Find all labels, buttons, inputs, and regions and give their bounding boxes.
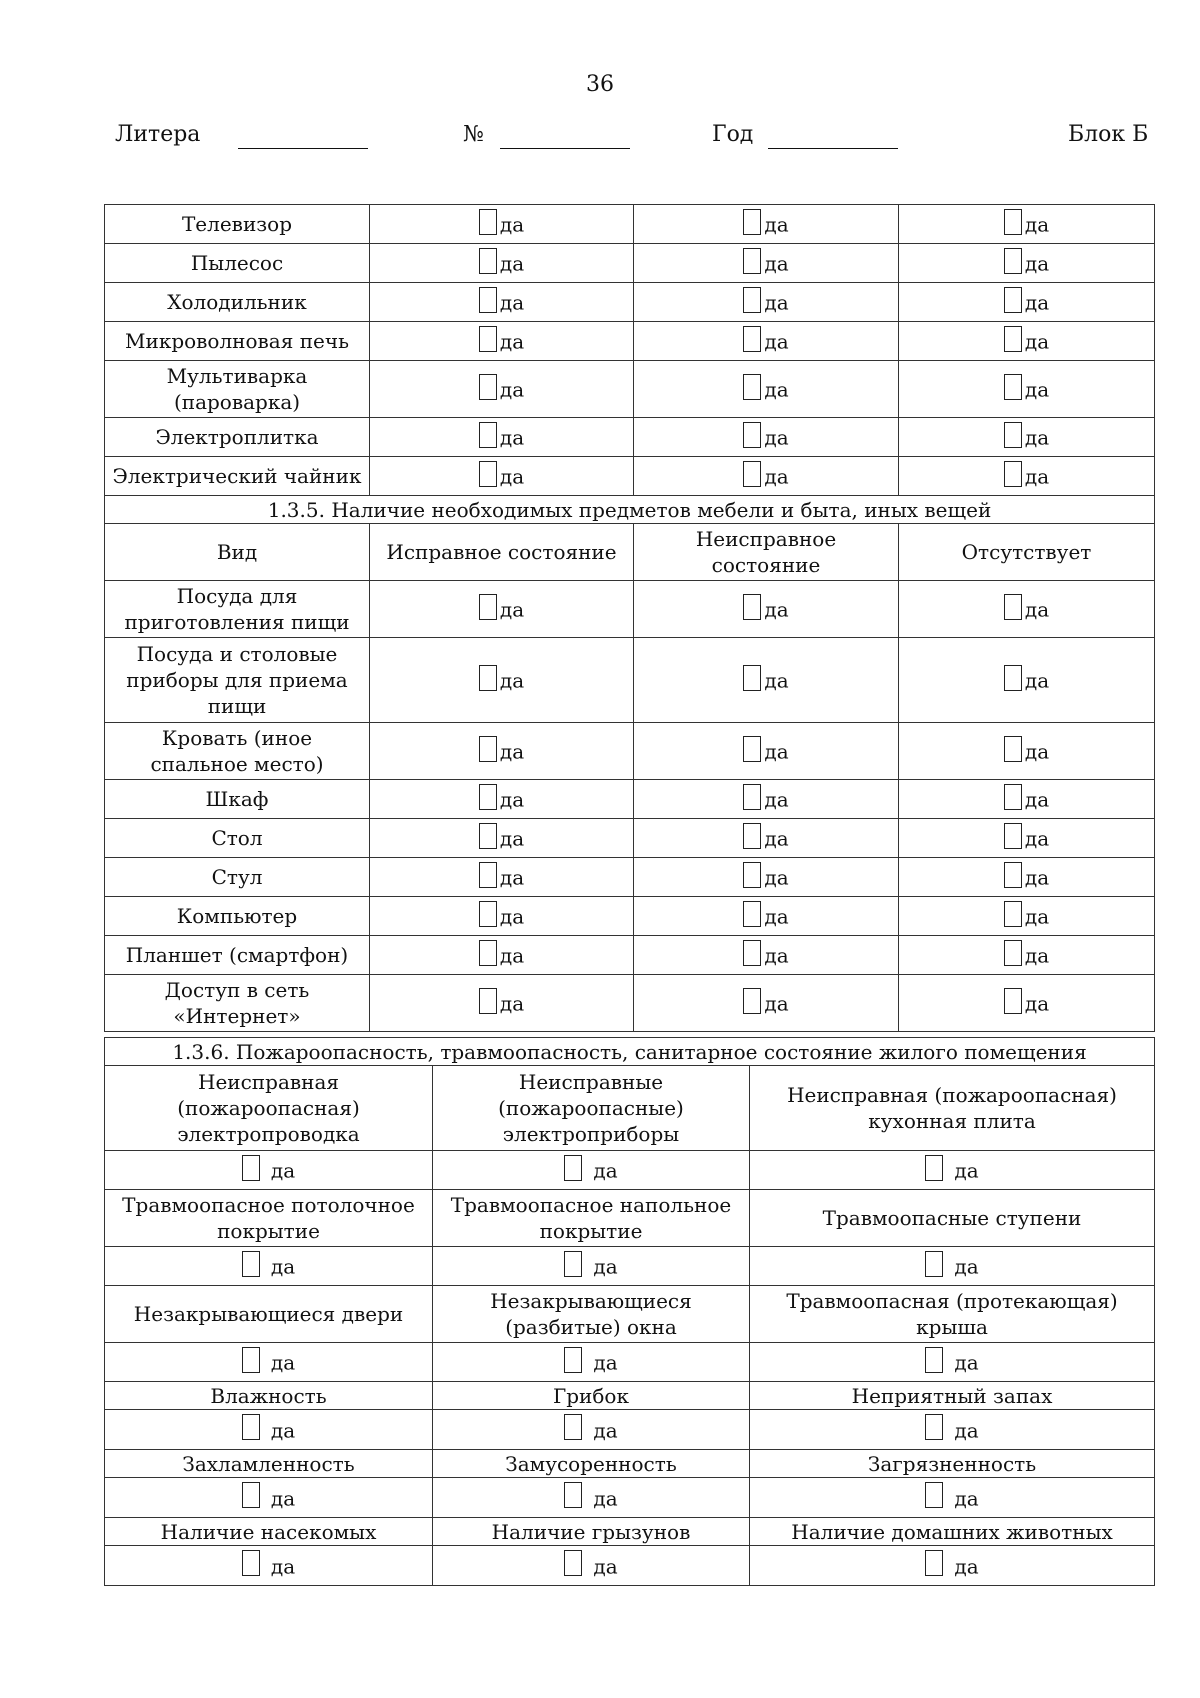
checkbox[interactable] — [1004, 594, 1022, 620]
checkbox-label: да — [764, 787, 789, 812]
checkbox[interactable] — [743, 326, 761, 352]
checkbox[interactable] — [479, 248, 497, 274]
hazard-label: Травмоопасные ступени — [750, 1190, 1155, 1247]
checkbox-cell — [634, 858, 899, 897]
checkbox-cell — [433, 1247, 750, 1286]
checkbox[interactable] — [564, 1414, 582, 1440]
checkbox-label: да — [499, 329, 525, 354]
checkbox-cell — [370, 283, 634, 322]
checkbox[interactable] — [479, 287, 497, 313]
checkbox-label: да — [954, 1350, 979, 1375]
checkbox-label: да — [1024, 904, 1050, 929]
checkbox-label: да — [1024, 597, 1050, 622]
checkbox-cell — [634, 723, 899, 780]
hazard-checkbox-row — [105, 1410, 1155, 1450]
checkbox-cell — [634, 283, 899, 322]
hazard-label: Загрязненность — [750, 1450, 1155, 1478]
table-row — [105, 361, 1155, 418]
checkbox-cell — [899, 975, 1155, 1032]
checkbox[interactable] — [1004, 988, 1022, 1014]
checkbox[interactable] — [479, 209, 497, 235]
checkbox[interactable] — [1004, 374, 1022, 400]
checkbox[interactable] — [479, 374, 497, 400]
checkbox[interactable] — [479, 901, 497, 927]
checkbox[interactable] — [743, 374, 761, 400]
checkbox[interactable] — [479, 326, 497, 352]
hazard-checkbox-row — [105, 1546, 1155, 1586]
table-row — [105, 975, 1155, 1032]
checkbox[interactable] — [1004, 901, 1022, 927]
number-label: № — [463, 122, 484, 147]
checkbox[interactable] — [564, 1550, 582, 1576]
checkbox-cell — [105, 1478, 433, 1518]
checkbox-cell — [370, 897, 634, 936]
checkbox-cell — [634, 361, 899, 418]
form-header — [0, 122, 1200, 162]
checkbox-label: да — [1024, 787, 1050, 812]
hazard-label-row — [105, 1286, 1155, 1343]
hazard-label: Захламленность — [105, 1450, 433, 1478]
checkbox[interactable] — [1004, 461, 1022, 487]
checkbox-cell — [433, 1151, 750, 1190]
checkbox[interactable] — [743, 901, 761, 927]
checkbox-label: да — [593, 1158, 618, 1183]
checkbox-label: да — [954, 1158, 979, 1183]
checkbox-cell — [899, 361, 1155, 418]
checkbox-label: да — [764, 904, 789, 929]
hazard-label-row — [105, 1190, 1155, 1247]
checkbox-label: да — [499, 865, 525, 890]
checkbox[interactable] — [1004, 862, 1022, 888]
column-header: Вид — [105, 524, 370, 581]
checkbox[interactable] — [743, 862, 761, 888]
checkbox-label: да — [270, 1486, 296, 1511]
checkbox-cell — [899, 858, 1155, 897]
checkbox[interactable] — [1004, 665, 1022, 691]
column-header: Отсутствует — [899, 524, 1155, 581]
checkbox-label: да — [1024, 991, 1050, 1016]
checkbox-cell — [634, 457, 899, 496]
item-name: Электроплитка — [105, 418, 370, 457]
checkbox-label: да — [499, 212, 525, 237]
checkbox[interactable] — [564, 1482, 582, 1508]
item-name: Пылесос — [105, 244, 370, 283]
item-name: Электрический чайник — [105, 457, 370, 496]
checkbox[interactable] — [743, 988, 761, 1014]
checkbox[interactable] — [564, 1155, 582, 1181]
checkbox-label: да — [593, 1350, 618, 1375]
checkbox-cell — [370, 205, 634, 244]
checkbox-cell — [370, 638, 634, 723]
table-row — [105, 723, 1155, 780]
checkbox[interactable] — [925, 1251, 943, 1277]
hazard-label: Наличие грызунов — [433, 1518, 750, 1546]
checkbox-label: да — [764, 377, 789, 402]
checkbox-cell — [370, 858, 634, 897]
year-field[interactable] — [768, 148, 898, 149]
item-name: Мультиварка (пароварка) — [105, 361, 370, 418]
checkbox-label: да — [1024, 212, 1050, 237]
year-label: Год — [712, 122, 754, 147]
checkbox[interactable] — [242, 1414, 260, 1440]
checkbox-cell — [105, 1151, 433, 1190]
checkbox-cell — [370, 975, 634, 1032]
hazard-label-row — [105, 1450, 1155, 1478]
checkbox-label: да — [954, 1486, 979, 1511]
hazard-label: Травмоопасная (протекающая) крыша — [750, 1286, 1155, 1343]
checkbox-cell — [370, 581, 634, 638]
checkbox-label: да — [1024, 943, 1050, 968]
checkbox-label: да — [1024, 826, 1050, 851]
page-number: 36 — [586, 72, 614, 97]
checkbox[interactable] — [743, 665, 761, 691]
checkbox[interactable] — [925, 1414, 943, 1440]
section-136-title: 1.3.6. Пожароопасность, травмоопасность, санитарное состояние жилого помещения — [105, 1038, 1155, 1066]
checkbox-cell — [899, 205, 1155, 244]
checkbox-label: да — [764, 865, 789, 890]
checkbox[interactable] — [479, 940, 497, 966]
checkbox-label: да — [764, 597, 789, 622]
checkbox-label: да — [270, 1418, 296, 1443]
checkbox-label: да — [499, 826, 525, 851]
hazard-label: Неисправная (пожароопасная) электропроводка — [105, 1066, 433, 1151]
litera-field[interactable] — [238, 148, 368, 149]
checkbox[interactable] — [743, 823, 761, 849]
checkbox-cell — [899, 418, 1155, 457]
checkbox[interactable] — [479, 736, 497, 762]
hazard-label: Неисправные (пожароопасные) электроприборы — [433, 1066, 750, 1151]
checkbox[interactable] — [743, 209, 761, 235]
checkbox-cell — [634, 638, 899, 723]
checkbox-cell — [634, 819, 899, 858]
checkbox-label: да — [954, 1554, 979, 1579]
checkbox-cell — [634, 780, 899, 819]
checkbox-cell — [370, 780, 634, 819]
checkbox[interactable] — [242, 1155, 260, 1181]
hazard-label: Неприятный запах — [750, 1382, 1155, 1410]
hazards-table — [104, 1037, 1155, 1586]
checkbox-label: да — [1024, 377, 1050, 402]
table-row — [105, 457, 1155, 496]
hazard-label: Наличие насекомых — [105, 1518, 433, 1546]
checkbox-label: да — [1024, 329, 1050, 354]
checkbox[interactable] — [743, 736, 761, 762]
checkbox-label: да — [499, 251, 525, 276]
checkbox-label: да — [764, 290, 789, 315]
checkbox[interactable] — [242, 1251, 260, 1277]
item-name: Доступ в сеть «Интернет» — [105, 975, 370, 1032]
checkbox-cell — [750, 1343, 1155, 1382]
checkbox[interactable] — [1004, 326, 1022, 352]
checkbox-label: да — [593, 1418, 618, 1443]
checkbox-label: да — [1024, 425, 1050, 450]
item-name: Микроволновая печь — [105, 322, 370, 361]
checkbox-cell — [433, 1546, 750, 1586]
checkbox-cell — [370, 322, 634, 361]
item-name: Посуда и столовые приборы для приема пищи — [105, 638, 370, 723]
table-row — [105, 581, 1155, 638]
checkbox-cell — [750, 1151, 1155, 1190]
checkbox-label: да — [764, 668, 789, 693]
block-label: Блок Б — [1068, 122, 1149, 147]
checkbox[interactable] — [925, 1155, 943, 1181]
item-name: Посуда для приготовления пищи — [105, 581, 370, 638]
checkbox-label: да — [1024, 464, 1050, 489]
table-row — [105, 897, 1155, 936]
checkbox-label: да — [270, 1254, 296, 1279]
checkbox-cell — [370, 418, 634, 457]
checkbox-cell — [899, 322, 1155, 361]
checkbox-cell — [433, 1343, 750, 1382]
checkbox[interactable] — [242, 1347, 260, 1373]
checkbox-label: да — [499, 597, 525, 622]
checkbox-label: да — [499, 668, 525, 693]
item-name: Шкаф — [105, 780, 370, 819]
checkbox[interactable] — [479, 862, 497, 888]
hazard-checkbox-row — [105, 1247, 1155, 1286]
checkbox-cell — [105, 1410, 433, 1450]
checkbox-cell — [370, 723, 634, 780]
checkbox[interactable] — [1004, 784, 1022, 810]
checkbox-cell — [433, 1478, 750, 1518]
checkbox-cell — [750, 1410, 1155, 1450]
item-name: Планшет (смартфон) — [105, 936, 370, 975]
checkbox[interactable] — [1004, 209, 1022, 235]
checkbox[interactable] — [1004, 823, 1022, 849]
hazard-label: Травмоопасное напольное покрытие — [433, 1190, 750, 1247]
hazard-label: Влажность — [105, 1382, 433, 1410]
item-name: Телевизор — [105, 205, 370, 244]
checkbox[interactable] — [1004, 940, 1022, 966]
checkbox[interactable] — [479, 665, 497, 691]
section-title-row — [105, 496, 1155, 524]
checkbox-label: да — [764, 991, 789, 1016]
hazard-label: Неисправная (пожароопасная) кухонная плита — [750, 1066, 1155, 1151]
checkbox-cell — [370, 819, 634, 858]
checkbox-cell — [899, 457, 1155, 496]
checkbox[interactable] — [925, 1550, 943, 1576]
checkbox-cell — [634, 897, 899, 936]
checkbox-cell — [899, 723, 1155, 780]
checkbox-label: да — [499, 290, 525, 315]
table-row — [105, 205, 1155, 244]
checkbox-cell — [899, 581, 1155, 638]
checkbox[interactable] — [743, 940, 761, 966]
checkbox-cell — [899, 780, 1155, 819]
item-name: Стол — [105, 819, 370, 858]
checkbox-cell — [370, 361, 634, 418]
checkbox[interactable] — [242, 1482, 260, 1508]
checkbox-label: да — [1024, 290, 1050, 315]
checkbox-cell — [750, 1478, 1155, 1518]
table-row — [105, 244, 1155, 283]
checkbox-label: да — [1024, 739, 1050, 764]
checkbox-label: да — [593, 1554, 618, 1579]
table-row — [105, 418, 1155, 457]
hazard-label-row — [105, 1518, 1155, 1546]
checkbox-label: да — [764, 329, 789, 354]
hazard-label: Незакрывающиеся (разбитые) окна — [433, 1286, 750, 1343]
checkbox-cell — [634, 244, 899, 283]
checkbox-label: да — [499, 991, 525, 1016]
section-title-row — [105, 1038, 1155, 1066]
column-header-row — [105, 524, 1155, 581]
items-table — [104, 204, 1155, 1032]
checkbox-label: да — [270, 1554, 296, 1579]
column-header: Неисправное состояние — [634, 524, 899, 581]
checkbox-cell — [899, 283, 1155, 322]
hazard-label-row — [105, 1066, 1155, 1151]
checkbox-cell — [370, 457, 634, 496]
checkbox[interactable] — [1004, 736, 1022, 762]
checkbox-cell — [370, 936, 634, 975]
hazard-checkbox-row — [105, 1478, 1155, 1518]
checkbox-label: да — [764, 212, 789, 237]
checkbox-cell — [105, 1343, 433, 1382]
table-row — [105, 322, 1155, 361]
checkbox[interactable] — [242, 1550, 260, 1576]
hazard-checkbox-row — [105, 1343, 1155, 1382]
checkbox[interactable] — [479, 422, 497, 448]
section-135-title: 1.3.5. Наличие необходимых предметов мебели и быта, иных вещей — [105, 496, 1155, 524]
hazard-label: Травмоопасное потолочное покрытие — [105, 1190, 433, 1247]
checkbox-cell — [750, 1546, 1155, 1586]
checkbox-label: да — [764, 739, 789, 764]
checkbox[interactable] — [743, 594, 761, 620]
checkbox-cell — [899, 936, 1155, 975]
checkbox[interactable] — [743, 461, 761, 487]
checkbox-label: да — [499, 943, 525, 968]
checkbox-label: да — [499, 739, 525, 764]
checkbox-label: да — [270, 1350, 296, 1375]
item-name: Холодильник — [105, 283, 370, 322]
checkbox-label: да — [764, 251, 789, 276]
checkbox-cell — [634, 936, 899, 975]
checkbox-label: да — [1024, 251, 1050, 276]
table-row — [105, 283, 1155, 322]
checkbox-cell — [634, 581, 899, 638]
checkbox[interactable] — [564, 1251, 582, 1277]
checkbox[interactable] — [479, 988, 497, 1014]
checkbox-cell — [899, 638, 1155, 723]
checkbox-cell — [899, 819, 1155, 858]
checkbox-cell — [370, 244, 634, 283]
hazard-label: Незакрывающиеся двери — [105, 1286, 433, 1343]
checkbox-label: да — [499, 464, 525, 489]
checkbox-cell — [105, 1546, 433, 1586]
checkbox-label: да — [764, 425, 789, 450]
item-name: Кровать (иное спальное место) — [105, 723, 370, 780]
checkbox-label: да — [270, 1158, 296, 1183]
checkbox-cell — [433, 1410, 750, 1450]
table-row — [105, 780, 1155, 819]
checkbox[interactable] — [479, 594, 497, 620]
hazard-label: Наличие домашних животных — [750, 1518, 1155, 1546]
item-name: Компьютер — [105, 897, 370, 936]
litera-label: Литера — [115, 122, 201, 147]
checkbox-cell — [634, 205, 899, 244]
hazard-label-row — [105, 1382, 1155, 1410]
checkbox[interactable] — [479, 461, 497, 487]
checkbox-cell — [634, 418, 899, 457]
checkbox[interactable] — [479, 823, 497, 849]
table-row — [105, 936, 1155, 975]
checkbox-label: да — [764, 943, 789, 968]
hazard-label: Грибок — [433, 1382, 750, 1410]
checkbox-label: да — [1024, 668, 1050, 693]
checkbox-label: да — [764, 464, 789, 489]
checkbox[interactable] — [743, 248, 761, 274]
checkbox-cell — [899, 897, 1155, 936]
hazard-label: Замусоренность — [433, 1450, 750, 1478]
hazard-checkbox-row — [105, 1151, 1155, 1190]
checkbox[interactable] — [743, 784, 761, 810]
checkbox-label: да — [1024, 865, 1050, 890]
item-name: Стул — [105, 858, 370, 897]
checkbox-label: да — [593, 1254, 618, 1279]
checkbox-label: да — [593, 1486, 618, 1511]
checkbox-label: да — [954, 1254, 979, 1279]
checkbox[interactable] — [743, 422, 761, 448]
table-row — [105, 638, 1155, 723]
checkbox-label: да — [764, 826, 789, 851]
checkbox[interactable] — [479, 784, 497, 810]
checkbox[interactable] — [925, 1482, 943, 1508]
checkbox-cell — [105, 1247, 433, 1286]
number-field[interactable] — [500, 148, 630, 149]
checkbox-cell — [634, 975, 899, 1032]
checkbox-label: да — [499, 425, 525, 450]
checkbox-label: да — [499, 377, 525, 402]
checkbox[interactable] — [1004, 287, 1022, 313]
table-row — [105, 858, 1155, 897]
checkbox-cell — [899, 244, 1155, 283]
table-row — [105, 819, 1155, 858]
checkbox-label: да — [954, 1418, 979, 1443]
checkbox-cell — [750, 1247, 1155, 1286]
column-header: Исправное состояние — [370, 524, 634, 581]
checkbox[interactable] — [1004, 422, 1022, 448]
checkbox-cell — [634, 322, 899, 361]
checkbox-label: да — [499, 787, 525, 812]
checkbox[interactable] — [564, 1347, 582, 1373]
checkbox[interactable] — [1004, 248, 1022, 274]
checkbox[interactable] — [925, 1347, 943, 1373]
checkbox-label: да — [499, 904, 525, 929]
checkbox[interactable] — [743, 287, 761, 313]
